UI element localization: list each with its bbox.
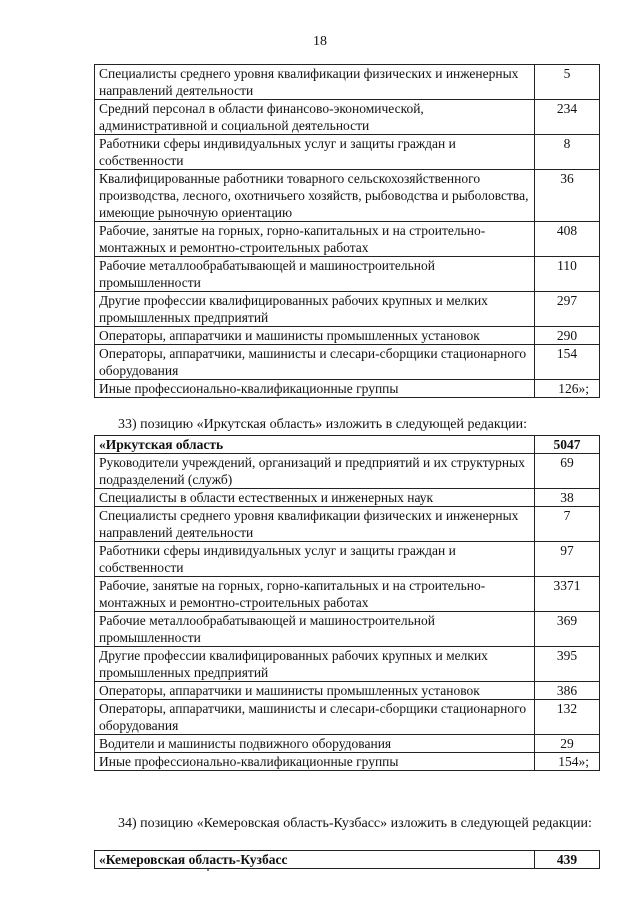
occupation-count: 5 <box>535 65 600 100</box>
paragraph-33: 33) позицию «Иркутская область» изложить в следующей редакции: <box>118 417 528 432</box>
table-header-row <box>95 436 600 454</box>
occupation-count: 7 <box>535 507 600 542</box>
occupation-count: 408 <box>535 222 600 257</box>
table-row <box>95 65 600 100</box>
occupation-count: 290 <box>535 327 600 345</box>
occupation-label: Рабочие, занятые на горных, горно-капитальных и на строительно-монтажных и ремонтно-строительных работах <box>95 577 535 612</box>
occupation-label: Специалисты среднего уровня квалификации физических и инженерных направлений деятельности <box>95 507 535 542</box>
table-row <box>95 753 600 771</box>
table-row <box>95 345 600 380</box>
occupation-count: 8 <box>535 135 600 170</box>
region-name: «Кемеровская область-Кузбасс <box>95 851 535 869</box>
occupation-label: Операторы, аппаратчики, машинисты и слесари-сборщики стационарного оборудования <box>95 700 535 735</box>
table-row <box>95 612 600 647</box>
table-row <box>95 170 600 222</box>
region-total: 5047 <box>535 436 600 454</box>
occupation-count: 369 <box>535 612 600 647</box>
table-row <box>95 292 600 327</box>
occupation-label: Специалисты среднего уровня квалификации физических и инженерных направлений деятельности <box>95 65 535 100</box>
table-row <box>95 682 600 700</box>
occupation-count: 386 <box>535 682 600 700</box>
table-header-row <box>95 851 600 869</box>
region-name: «Иркутская область <box>95 436 535 454</box>
occupation-count: 3371 <box>535 577 600 612</box>
occupation-label: Водители и машинисты подвижного оборудования <box>95 735 535 753</box>
table-row <box>95 327 600 345</box>
table-row <box>95 542 600 577</box>
table-row <box>95 135 600 170</box>
occupation-label: Операторы, аппаратчики, машинисты и слесари-сборщики стационарного оборудования <box>95 345 535 380</box>
occupation-label: Иные профессионально-квалификационные группы <box>95 380 535 398</box>
irkutsk-region-table <box>94 435 600 771</box>
occupation-label: Рабочие металлообрабатывающей и машиностроительной промышленности <box>95 612 535 647</box>
occupation-count: 154»; <box>535 753 600 771</box>
table-row <box>95 700 600 735</box>
occupation-label: Специалисты в области естественных и инженерных наук <box>95 489 535 507</box>
occupation-label: Средний персонал в области финансово-экономической, административной и социальной деятельности <box>95 100 535 135</box>
table-row <box>95 647 600 682</box>
occupations-table-continued <box>94 64 600 398</box>
occupation-count: 38 <box>535 489 600 507</box>
page-number: 18 <box>313 34 327 49</box>
occupation-label: Работники сферы индивидуальных услуг и защиты граждан и собственности <box>95 135 535 170</box>
table-row <box>95 222 600 257</box>
occupation-count: 154 <box>535 345 600 380</box>
occupation-label: Рабочие, занятые на горных, горно-капитальных и на строительно-монтажных и ремонтно-строительных работах <box>95 222 535 257</box>
occupation-label: Квалифицированные работники товарного сельскохозяйственного производства, лесного, охотничьего хозяйств, рыбоводства и рыболовства, имеющие рыночную ориентацию <box>95 170 535 222</box>
occupation-label: Иные профессионально-квалификационные группы <box>95 753 535 771</box>
occupation-label: Рабочие металлообрабатывающей и машиностроительной промышленности <box>95 257 535 292</box>
occupation-count: 29 <box>535 735 600 753</box>
table-row <box>95 735 600 753</box>
table-row <box>95 380 600 398</box>
occupation-label: Работники сферы индивидуальных услуг и защиты граждан и собственности <box>95 542 535 577</box>
occupation-count: 97 <box>535 542 600 577</box>
table-row <box>95 454 600 489</box>
occupation-label: Операторы, аппаратчики и машинисты промышленных установок <box>95 327 535 345</box>
occupation-label: Операторы, аппаратчики и машинисты промышленных установок <box>95 682 535 700</box>
occupation-label: Руководители учреждений, организаций и предприятий и их структурных подразделений (служб) <box>95 454 535 489</box>
table-row <box>95 577 600 612</box>
occupation-count: 132 <box>535 700 600 735</box>
kemerovo-region-table <box>94 850 600 869</box>
table-row <box>95 257 600 292</box>
occupation-label: Другие профессии квалифицированных рабочих крупных и мелких промышленных предприятий <box>95 647 535 682</box>
paragraph-34: 34) позицию «Кемеровская область-Кузбасс» изложить в следующей редакции: <box>118 816 592 831</box>
occupation-count: 110 <box>535 257 600 292</box>
occupation-count: 126»; <box>535 380 600 398</box>
table-row <box>95 100 600 135</box>
occupation-count: 297 <box>535 292 600 327</box>
table-row <box>95 507 600 542</box>
occupation-count: 395 <box>535 647 600 682</box>
occupation-count: 234 <box>535 100 600 135</box>
scan-speck <box>207 869 209 871</box>
table-row <box>95 489 600 507</box>
region-total: 439 <box>535 851 600 869</box>
occupation-count: 69 <box>535 454 600 489</box>
occupation-label: Другие профессии квалифицированных рабочих крупных и мелких промышленных предприятий <box>95 292 535 327</box>
occupation-count: 36 <box>535 170 600 222</box>
